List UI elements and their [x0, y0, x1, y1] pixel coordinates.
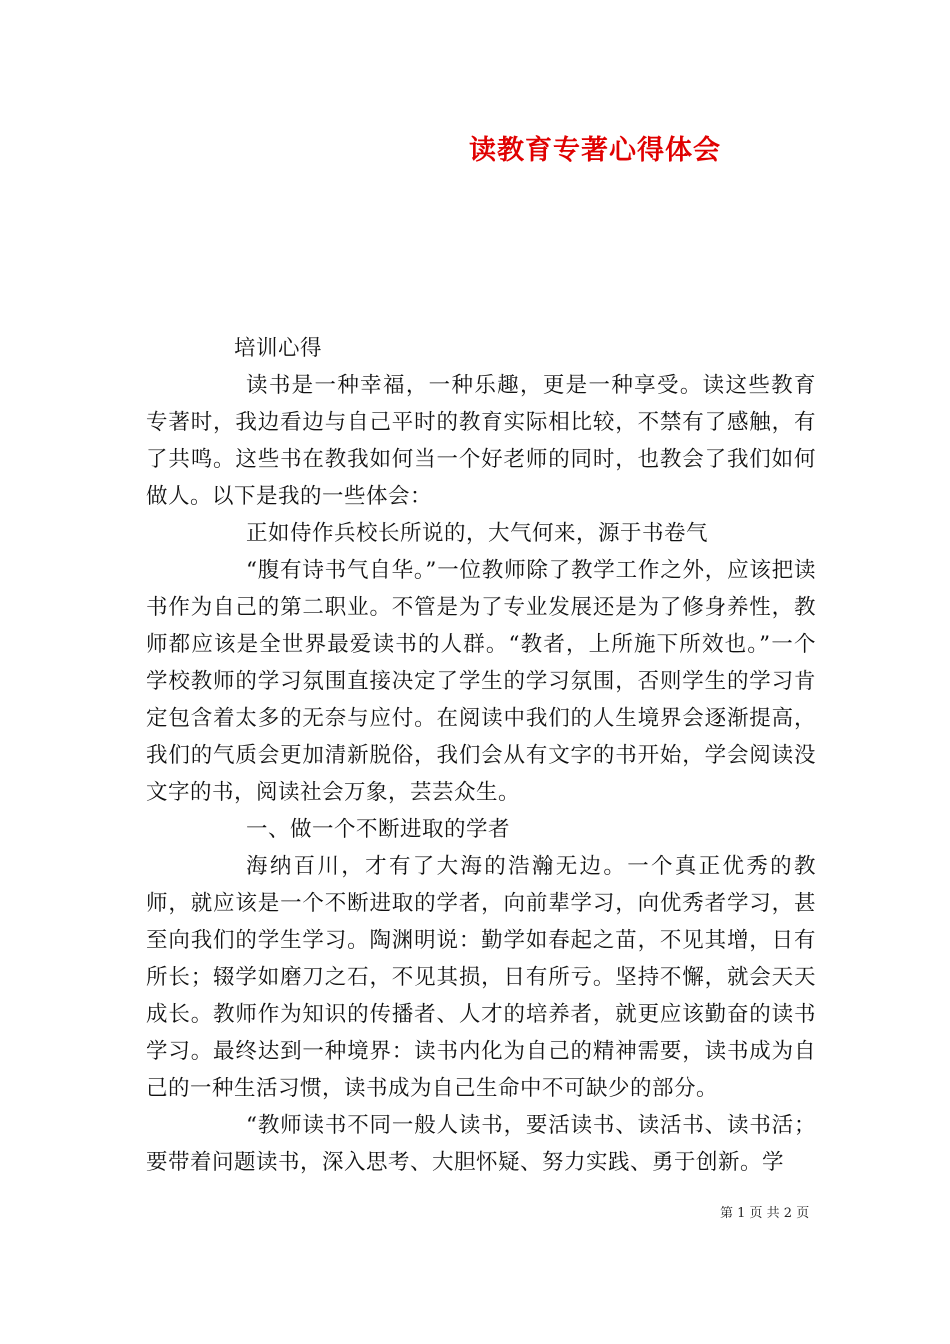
paragraph: “腹有诗书气自华。”一位教师除了教学工作之外，应该把读书作为自己的第二职业。不管是为了专业发展还是为了修身养性，教师都应该是全世界最爱读书的人群。“教者，上所施下所效也。”一个学校教师的学习氛围直接决定了学生的学习氛围，否则学生的学习肯定包含着太多的无奈与应付。在阅读中我们的人生境界会逐渐提高，我们的气质会更加清新脱俗，我们会从有文字的书开始，学会阅读没文字的书，阅读社会万象，芸芸众生。 [146, 558, 816, 805]
section-label: 培训心得 [234, 336, 323, 361]
page-number-footer: 第 1 页 共 2 页 [720, 1206, 810, 1221]
paragraph: 海纳百川，才有了大海的浩瀚无边。一个真正优秀的教师，就应该是一个不断进取的学者，向前辈学习，向优秀者学习，甚至向我们的学生学习。陶渊明说：勤学如春起之苗，不见其增，日有所长；辍学如磨刀之石，不见其损，日有所亏。坚持不懈，就会天天成长。教师作为知识的传播者、人才的培养者，就更应该勤奋的读书学习。最终达到一种境界：读书内化为自己的精神需要，读书成为自己的一种生活习惯，读书成为自己生命中不可缺少的部分。 [146, 854, 816, 1101]
paragraph: 读书是一种幸福，一种乐趣，更是一种享受。读这些教育专著时，我边看边与自己平时的教育实际相比较，不禁有了感触，有了共鸣。这些书在教我如何当一个好老师的同时，也教会了我们如何做人。以下是我的一些体会： [146, 373, 816, 509]
paragraph: 正如侍作兵校长所说的，大气何来，源于书卷气 [246, 521, 709, 546]
paragraph: “教师读书不同一般人读书，要活读书、读活书、读书活；要带着问题读书，深入思考、大胆怀疑、努力实践、勇于创新。学 [146, 1113, 816, 1175]
section-heading: 一、做一个不断进取的学者 [246, 817, 511, 842]
document-body [146, 330, 816, 1181]
page-title: 读教育专著心得体会 [469, 135, 721, 166]
